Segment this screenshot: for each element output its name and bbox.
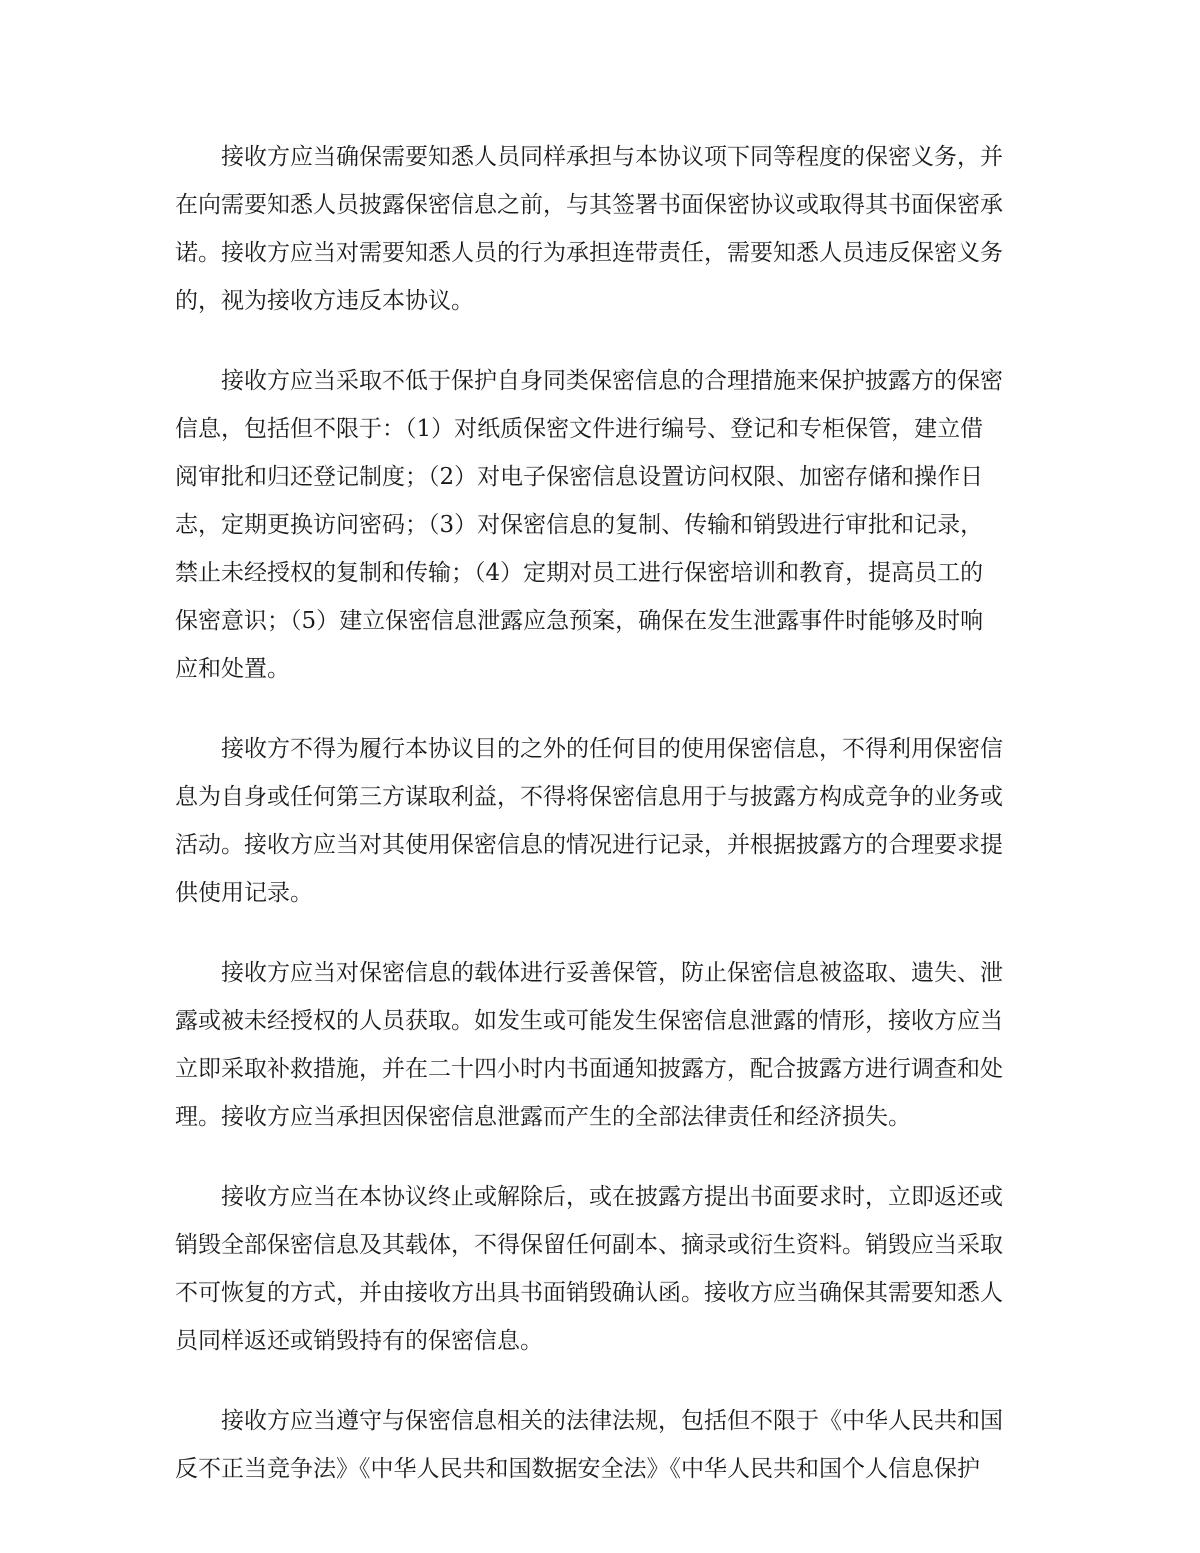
text-line: 应和处置。 bbox=[175, 656, 290, 682]
text-line: 息为自身或任何第三方谋取利益，不得将保密信息用于与披露方构成竞争的业务或 bbox=[175, 784, 1003, 810]
paragraph-return-or-destruction bbox=[175, 1173, 1025, 1365]
text-line: 接收方不得为履行本协议目的之外的任何目的使用保密信息，不得利用保密信 bbox=[221, 736, 1003, 762]
paragraph-legal-compliance bbox=[175, 1397, 1025, 1493]
text-line: 信息，包括但不限于：（1）对纸质保密文件进行编号、登记和专柜保管，建立借 bbox=[175, 416, 984, 442]
text-line: 在向需要知悉人员披露保密信息之前，与其签署书面保密协议或取得其书面保密承 bbox=[175, 192, 1003, 218]
paragraph-protection-measures bbox=[175, 357, 1025, 693]
text-line: 的，视为接收方违反本协议。 bbox=[175, 288, 474, 314]
text-line: 诺。接收方应当对需要知悉人员的行为承担连带责任，需要知悉人员违反保密义务 bbox=[175, 240, 1003, 266]
paragraph-need-to-know-obligations bbox=[175, 133, 1025, 325]
text-line: 接收方应当在本协议终止或解除后，或在披露方提出书面要求时，立即返还或 bbox=[221, 1184, 1003, 1210]
text-line: 活动。接收方应当对其使用保密信息的情况进行记录，并根据披露方的合理要求提 bbox=[175, 832, 1003, 858]
text-line: 接收方应当确保需要知悉人员同样承担与本协议项下同等程度的保密义务，并 bbox=[221, 144, 1003, 170]
text-line: 接收方应当对保密信息的载体进行妥善保管，防止保密信息被盗取、遗失、泄 bbox=[221, 960, 1003, 986]
text-line: 理。接收方应当承担因保密信息泄露而产生的全部法律责任和经济损失。 bbox=[175, 1104, 911, 1130]
text-line: 供使用记录。 bbox=[175, 880, 313, 906]
text-line: 志，定期更换访问密码；（3）对保密信息的复制、传输和销毁进行审批和记录， bbox=[175, 512, 984, 538]
text-line: 保密意识；（5）建立保密信息泄露应急预案，确保在发生泄露事件时能够及时响 bbox=[175, 608, 984, 634]
text-line: 不可恢复的方式，并由接收方出具书面销毁确认函。接收方应当确保其需要知悉人 bbox=[175, 1280, 1003, 1306]
text-line: 禁止未经授权的复制和传输；（4）定期对员工进行保密培训和教育，提高员工的 bbox=[175, 560, 984, 586]
text-line: 反不正当竞争法》《中华人民共和国数据安全法》《中华人民共和国个人信息保护 bbox=[175, 1456, 980, 1482]
paragraph-custody-and-breach bbox=[175, 949, 1025, 1141]
text-line: 接收方应当遵守与保密信息相关的法律法规，包括但不限于《中华人民共和国 bbox=[221, 1408, 1003, 1434]
paragraph-use-restrictions bbox=[175, 725, 1025, 917]
text-line: 接收方应当采取不低于保护自身同类保密信息的合理措施来保护披露方的保密 bbox=[221, 368, 1003, 394]
text-line: 露或被未经授权的人员获取。如发生或可能发生保密信息泄露的情形，接收方应当 bbox=[175, 1008, 1003, 1034]
document-body bbox=[175, 133, 1025, 1525]
text-line: 阅审批和归还登记制度；（2）对电子保密信息设置访问权限、加密存储和操作日 bbox=[175, 464, 984, 490]
text-line: 员同样返还或销毁持有的保密信息。 bbox=[175, 1328, 543, 1354]
text-line: 销毁全部保密信息及其载体，不得保留任何副本、摘录或衍生资料。销毁应当采取 bbox=[175, 1232, 1003, 1258]
text-line: 立即采取补救措施，并在二十四小时内书面通知披露方，配合披露方进行调查和处 bbox=[175, 1056, 1003, 1082]
